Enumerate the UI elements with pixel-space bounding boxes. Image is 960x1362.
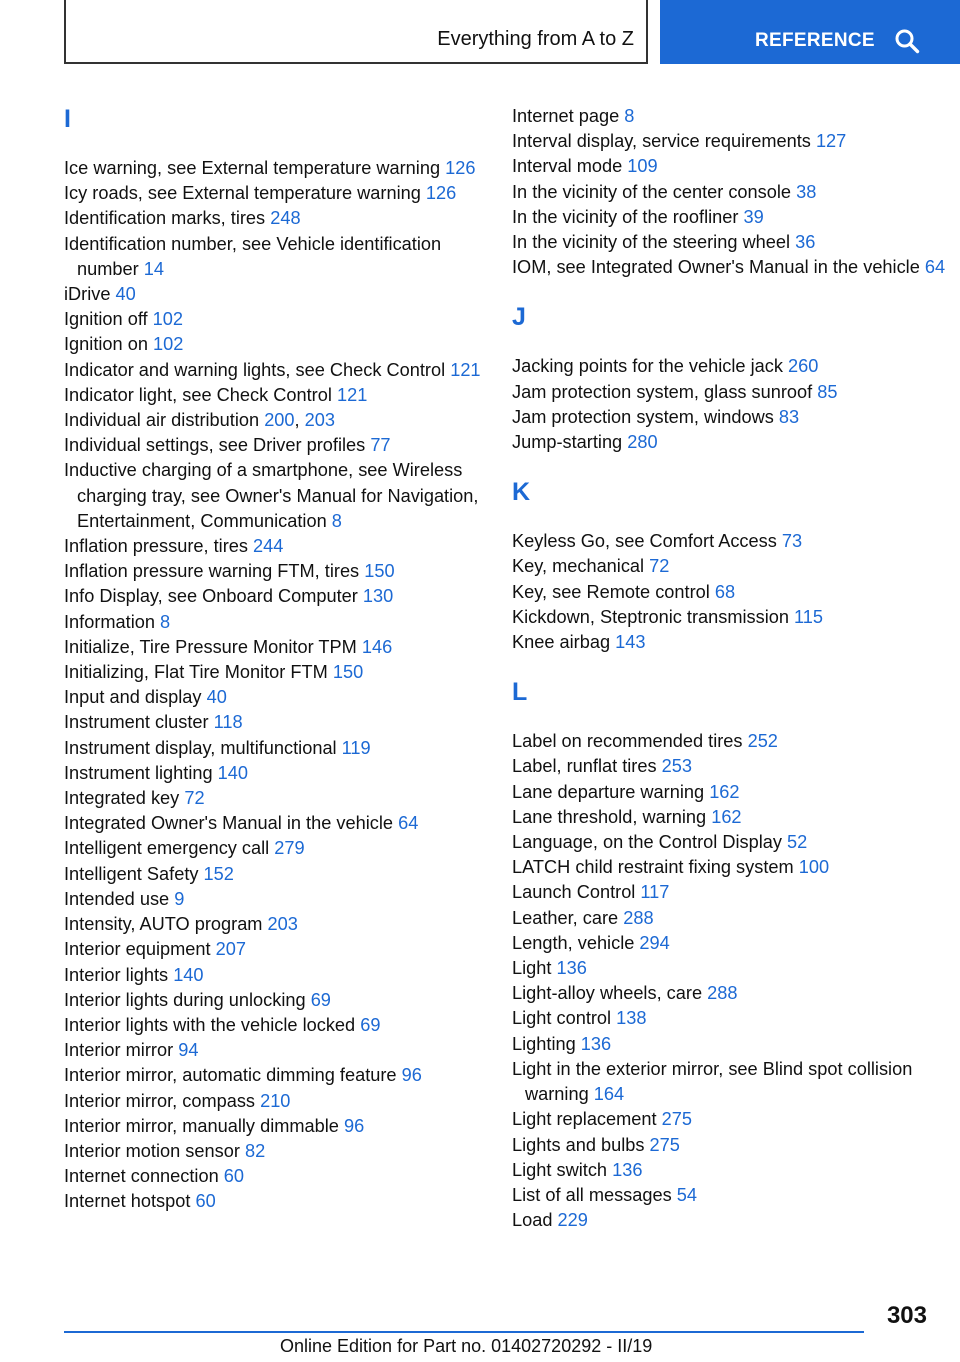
index-entry <box>512 129 952 154</box>
index-entry-text: Jump-starting <box>512 432 623 453</box>
footer-edition: Online Edition for Part no. 01402720292 - II/19 <box>280 1336 653 1356</box>
index-entry <box>64 660 494 685</box>
index-letter-heading: K <box>512 478 531 507</box>
index-entry <box>512 1133 952 1158</box>
page-reference-link[interactable]: 72 <box>184 788 205 809</box>
index-entry-text: Launch Control <box>512 882 636 903</box>
index-entry-text: IOM, see Integrated Owner's Manual in the vehicle <box>512 257 920 278</box>
index-entry <box>64 635 494 660</box>
search-icon[interactable] <box>894 28 920 54</box>
index-entry <box>512 354 952 379</box>
reference-label: REFERENCE <box>755 30 875 51</box>
index-entry <box>512 830 952 855</box>
index-entry <box>512 754 952 779</box>
page-reference-link[interactable]: 203 <box>304 410 336 431</box>
page-reference-link[interactable]: 248 <box>270 208 301 229</box>
index-entry-text: Instrument cluster <box>64 712 209 733</box>
index-entry-text: Identification number, see Vehicle identification number <box>64 233 442 279</box>
index-entry <box>64 836 494 861</box>
index-entry <box>512 805 952 830</box>
page-reference-link[interactable]: 117 <box>640 882 670 903</box>
index-entry-text: Internet page <box>512 106 620 126</box>
index-entry-text: In the vicinity of the center console <box>512 181 792 202</box>
index-entry-text: Ignition off <box>64 309 148 330</box>
index-entry <box>64 912 494 937</box>
index-entry-text: Interior lights with the vehicle locked <box>64 1014 356 1035</box>
page-reference-link[interactable]: 203 <box>267 914 298 935</box>
page-reference-link[interactable]: 73 <box>781 531 803 552</box>
page-reference-link[interactable]: 140 <box>217 762 249 783</box>
index-entry-text: Information <box>64 611 155 632</box>
index-entry-text: Intended use <box>64 888 170 909</box>
reference-tab[interactable] <box>660 0 960 64</box>
index-entry-text: Interior mirror <box>64 1040 174 1061</box>
page-reference-link[interactable]: 69 <box>310 989 331 1010</box>
page-reference-link[interactable]: 8 <box>160 611 171 632</box>
page-reference-link[interactable]: 152 <box>203 863 234 884</box>
index-entry-text: Inflation pressure warning FTM, tires <box>64 561 360 582</box>
page-reference-link[interactable]: 126 <box>445 158 476 178</box>
index-entry-text: Initializing, Flat Tire Monitor FTM <box>64 662 328 683</box>
index-entry <box>64 1063 494 1088</box>
index-entry-text: Intelligent emergency call <box>64 838 270 859</box>
index-entry-text: Load <box>512 1210 553 1231</box>
page-reference-link[interactable]: 96 <box>401 1065 422 1086</box>
index-entry <box>512 255 952 280</box>
index-entry <box>64 963 494 988</box>
index-entry <box>512 1006 952 1031</box>
index-entry-text: Leather, care <box>512 907 619 928</box>
index-entry <box>512 1183 952 1208</box>
page-reference-link[interactable]: 102 <box>152 309 184 330</box>
page-reference-link[interactable]: 207 <box>215 939 247 960</box>
index-entry <box>512 430 952 455</box>
page-reference-link[interactable]: 275 <box>661 1109 692 1130</box>
index-entry-text: Lane threshold, warning <box>512 806 707 827</box>
page-reference-link[interactable]: 60 <box>223 1166 244 1187</box>
page-reference-link[interactable]: 164 <box>593 1084 625 1105</box>
index-letter-heading: L <box>512 678 528 707</box>
page-reference-link[interactable]: 210 <box>260 1090 291 1111</box>
index-entry-text: Keyless Go, see Comfort Access <box>512 531 777 552</box>
index-entry <box>512 1107 952 1132</box>
index-entry-text: Label on recommended tires <box>512 731 743 752</box>
index-entry-text: Label, runflat tires <box>512 756 657 777</box>
page-reference-link[interactable]: 260 <box>788 356 819 377</box>
index-entry-text: Intensity, AUTO program <box>64 914 263 935</box>
index-entry-text: Jacking points for the vehicle jack <box>512 356 783 377</box>
page-reference-link[interactable]: 288 <box>623 907 654 928</box>
index-entry <box>64 181 494 206</box>
page-reference-link[interactable]: 294 <box>639 932 670 953</box>
page-reference-link[interactable]: 36 <box>795 232 816 253</box>
index-entry-text: Info Display, see Onboard Computer <box>64 586 358 607</box>
index-entry <box>512 906 952 931</box>
index-entry <box>512 855 952 880</box>
index-entry <box>64 811 494 836</box>
index-entry <box>64 937 494 962</box>
page-reference-link[interactable]: 146 <box>361 636 393 657</box>
index-entry-text: Internet hotspot <box>64 1191 191 1212</box>
index-entry-text: Interior mirror, automatic dimming feature <box>64 1065 397 1086</box>
index-entry <box>64 1139 494 1164</box>
page-reference-link[interactable]: 143 <box>615 632 646 653</box>
index-entry-text: Inductive charging of a smartphone, see Wireless charging tray, see Owner's Manual for Navigation, Entertainment, Communication <box>64 460 479 531</box>
page-reference-link[interactable]: 136 <box>612 1159 643 1180</box>
page-reference-link[interactable]: 8 <box>624 106 635 126</box>
index-entry <box>512 405 952 430</box>
index-entry-text: Light <box>512 958 552 979</box>
index-entry-text: Internet connection <box>64 1166 219 1187</box>
index-entry-text: Indicator and warning lights, see Check Control <box>64 359 446 380</box>
index-entry: Individual air distribution 200, 203 <box>64 410 336 431</box>
index-entry <box>512 230 952 255</box>
page-reference-link[interactable]: 85 <box>817 381 838 402</box>
page-reference-link[interactable]: 253 <box>661 756 692 777</box>
index-entry-text: Key, mechanical <box>512 556 645 577</box>
index-column-left <box>64 104 494 1215</box>
index-entry-text: Lights and bulbs <box>512 1134 645 1155</box>
index-entry <box>512 1057 952 1107</box>
index-entry <box>64 710 494 735</box>
index-entry <box>64 534 494 559</box>
index-entry-text: Input and display <box>64 687 202 708</box>
index-entry <box>64 206 494 231</box>
page-reference-link[interactable]: 83 <box>778 406 800 427</box>
chapter-title: Everything from A to Z <box>437 28 634 50</box>
index-entry-text: Length, vehicle <box>512 932 635 953</box>
index-entry-text: Interior lights during unlocking <box>64 989 306 1010</box>
index-entry-text: Ignition on <box>64 334 148 355</box>
page-reference-link[interactable]: 150 <box>364 561 395 582</box>
index-entry <box>512 630 952 655</box>
page-reference-link[interactable]: 64 <box>924 257 946 278</box>
footer-divider <box>64 1331 864 1333</box>
page-reference-link[interactable]: 279 <box>274 838 305 859</box>
page-reference-link[interactable]: 102 <box>153 334 184 355</box>
page-reference-link[interactable]: 68 <box>714 581 736 602</box>
index-entry <box>64 1013 494 1038</box>
index-column-right <box>512 104 952 1233</box>
index-entry-text: Lane departure warning <box>512 781 705 802</box>
index-entry <box>64 1189 494 1214</box>
index-entry-text: Language, on the Control Display <box>512 832 782 853</box>
index-entry <box>64 685 494 710</box>
index-entry-text: Knee airbag <box>512 632 611 653</box>
index-entry <box>512 554 952 579</box>
index-entry-text: Interior equipment <box>64 939 211 960</box>
index-entry <box>512 729 952 754</box>
index-entry <box>512 1208 952 1233</box>
index-entry <box>512 1158 952 1183</box>
index-entry <box>64 332 494 357</box>
page-reference-link[interactable]: 288 <box>707 983 738 1004</box>
index-entry-text: Ice warning, see External temperature warning <box>64 158 441 178</box>
index-entry <box>64 786 494 811</box>
page-reference-link[interactable]: 64 <box>398 813 419 834</box>
header-title-box <box>64 0 648 64</box>
index-entry <box>64 887 494 912</box>
index-entry <box>64 862 494 887</box>
index-entry <box>64 358 494 383</box>
page-reference-link[interactable]: 38 <box>796 181 817 202</box>
index-entry-text: Instrument lighting <box>64 762 213 783</box>
index-entry <box>64 1089 494 1114</box>
page-reference-link[interactable]: 118 <box>213 712 243 733</box>
index-entry-text: Light switch <box>512 1159 608 1180</box>
page-reference-link[interactable]: 130 <box>362 586 394 607</box>
index-entry-text: Individual settings, see Driver profiles <box>64 435 366 456</box>
index-entry-text: Identification marks, tires <box>64 208 266 229</box>
index-entry <box>512 956 952 981</box>
index-entry-text: List of all messages <box>512 1184 672 1205</box>
index-entry <box>64 1038 494 1063</box>
page-reference-link[interactable]: 162 <box>711 806 742 827</box>
page-reference-link[interactable]: 72 <box>649 556 670 577</box>
page-reference-link[interactable]: 40 <box>206 687 227 708</box>
index-entry <box>512 780 952 805</box>
index-entry-text: Initialize, Tire Pressure Monitor TPM <box>64 636 357 657</box>
index-entry-text: Interior mirror, manually dimmable <box>64 1115 339 1136</box>
index-entry <box>512 180 952 205</box>
page-reference-link[interactable]: 96 <box>343 1115 365 1136</box>
index-entry <box>512 529 952 554</box>
index-entry-text: Icy roads, see External temperature warning <box>64 183 421 204</box>
index-entry-text: Interior lights <box>64 964 169 985</box>
page-reference-link[interactable]: 8 <box>331 510 342 531</box>
page-reference-link[interactable]: 14 <box>143 258 164 279</box>
page-reference-link[interactable]: 121 <box>450 359 481 380</box>
index-entry-text: Light control <box>512 1008 612 1029</box>
index-entry <box>64 761 494 786</box>
page-reference-link[interactable]: 115 <box>794 606 824 627</box>
index-entry <box>512 380 952 405</box>
page-reference-link[interactable]: 100 <box>798 857 830 878</box>
index-entry-text: In the vicinity of the steering wheel <box>512 232 791 253</box>
index-entry <box>512 580 952 605</box>
index-entry <box>512 880 952 905</box>
page-reference-link[interactable]: 138 <box>616 1008 647 1029</box>
index-entry <box>64 282 494 307</box>
page-reference-link[interactable]: 136 <box>580 1033 612 1054</box>
page-reference-link[interactable]: 82 <box>244 1140 266 1161</box>
page-reference-link[interactable]: 109 <box>627 156 658 177</box>
page-number: 303 <box>886 1302 927 1329</box>
index-entry <box>64 156 494 181</box>
page-reference-link[interactable]: 126 <box>425 183 457 204</box>
page-reference-link[interactable]: 54 <box>676 1184 698 1205</box>
index-entry-text: Lighting <box>512 1033 576 1054</box>
page-reference-link[interactable]: 39 <box>743 206 764 227</box>
index-entry-text: LATCH child restraint fixing system <box>512 857 794 878</box>
index-entry-text: Integrated key <box>64 788 180 809</box>
index-entry-text: Key, see Remote control <box>512 581 710 602</box>
page-reference-link[interactable]: 275 <box>649 1134 680 1155</box>
index-entry <box>64 610 494 635</box>
page-reference-link[interactable]: 121 <box>336 384 368 405</box>
index-entry <box>64 1114 494 1139</box>
page-reference-link[interactable]: 280 <box>627 432 658 453</box>
index-entry <box>64 458 494 534</box>
page-reference-link[interactable]: 229 <box>557 1210 588 1231</box>
index-entry <box>64 988 494 1013</box>
index-letter-heading: J <box>512 303 526 332</box>
index-entry <box>512 605 952 630</box>
index-entry <box>64 383 494 408</box>
index-entry-text: Individual air distribution <box>64 410 260 431</box>
index-entry-text: Kickdown, Steptronic transmission <box>512 606 789 627</box>
page-reference-link[interactable]: 244 <box>253 536 284 557</box>
page-reference-link[interactable]: 162 <box>709 781 740 802</box>
index-entry <box>512 154 952 179</box>
index-entry <box>512 981 952 1006</box>
index-entry <box>64 559 494 584</box>
index-entry-text: Jam protection system, windows <box>512 406 774 427</box>
page-reference-link[interactable]: 77 <box>370 435 391 456</box>
index-entry-text: Integrated Owner's Manual in the vehicle <box>64 813 394 834</box>
index-entry-text: iDrive <box>64 284 111 305</box>
index-entry <box>64 584 494 609</box>
page-reference-link[interactable]: 150 <box>332 662 364 683</box>
page-reference-link[interactable]: 119 <box>341 737 371 758</box>
index-letter-heading: I <box>64 105 71 133</box>
index-entry <box>512 1032 952 1057</box>
index-entry-text: Interior mirror, compass <box>64 1090 256 1111</box>
index-entry <box>64 232 494 282</box>
index-entry-text: Interior motion sensor <box>64 1140 240 1161</box>
page-reference-link[interactable]: 252 <box>747 731 778 752</box>
index-entry-text: Instrument display, multifunctional <box>64 737 337 758</box>
page-reference-link[interactable]: 9 <box>174 888 185 909</box>
page-reference-link[interactable]: 60 <box>195 1191 216 1212</box>
index-entry-text: Light replacement <box>512 1109 657 1130</box>
index-entry <box>512 104 952 129</box>
index-entry-text: Light-alloy wheels, care <box>512 983 703 1004</box>
index-entry <box>64 433 494 458</box>
index-entry-text: Jam protection system, glass sunroof <box>512 381 813 402</box>
page-reference-link[interactable]: 200 <box>264 410 295 431</box>
index-entry <box>512 205 952 230</box>
page-reference-link[interactable]: 40 <box>115 284 136 305</box>
index-entry-text: Indicator light, see Check Control <box>64 384 332 405</box>
index-entry-text: Light in the exterior mirror, see Blind spot collision warning <box>512 1058 913 1105</box>
index-entry <box>64 736 494 761</box>
page-reference-link[interactable]: 136 <box>556 958 587 979</box>
page-reference-link[interactable]: 69 <box>360 1014 381 1035</box>
page-reference-link[interactable]: 140 <box>173 964 204 985</box>
index-entry <box>512 931 952 956</box>
page-reference-link[interactable]: 52 <box>787 832 808 853</box>
page-reference-link[interactable]: 127 <box>815 131 847 152</box>
index-entry-text: Inflation pressure, tires <box>64 536 248 557</box>
index-entry-text: Interval mode <box>512 156 623 177</box>
index-entry-text: In the vicinity of the roofliner <box>512 206 739 227</box>
page-reference-link[interactable]: 94 <box>178 1040 199 1061</box>
index-entry <box>64 307 494 332</box>
index-entry-text: Intelligent Safety <box>64 863 199 884</box>
index-entry-text: Interval display, service requirements <box>512 131 811 152</box>
index-entry <box>64 1164 494 1189</box>
